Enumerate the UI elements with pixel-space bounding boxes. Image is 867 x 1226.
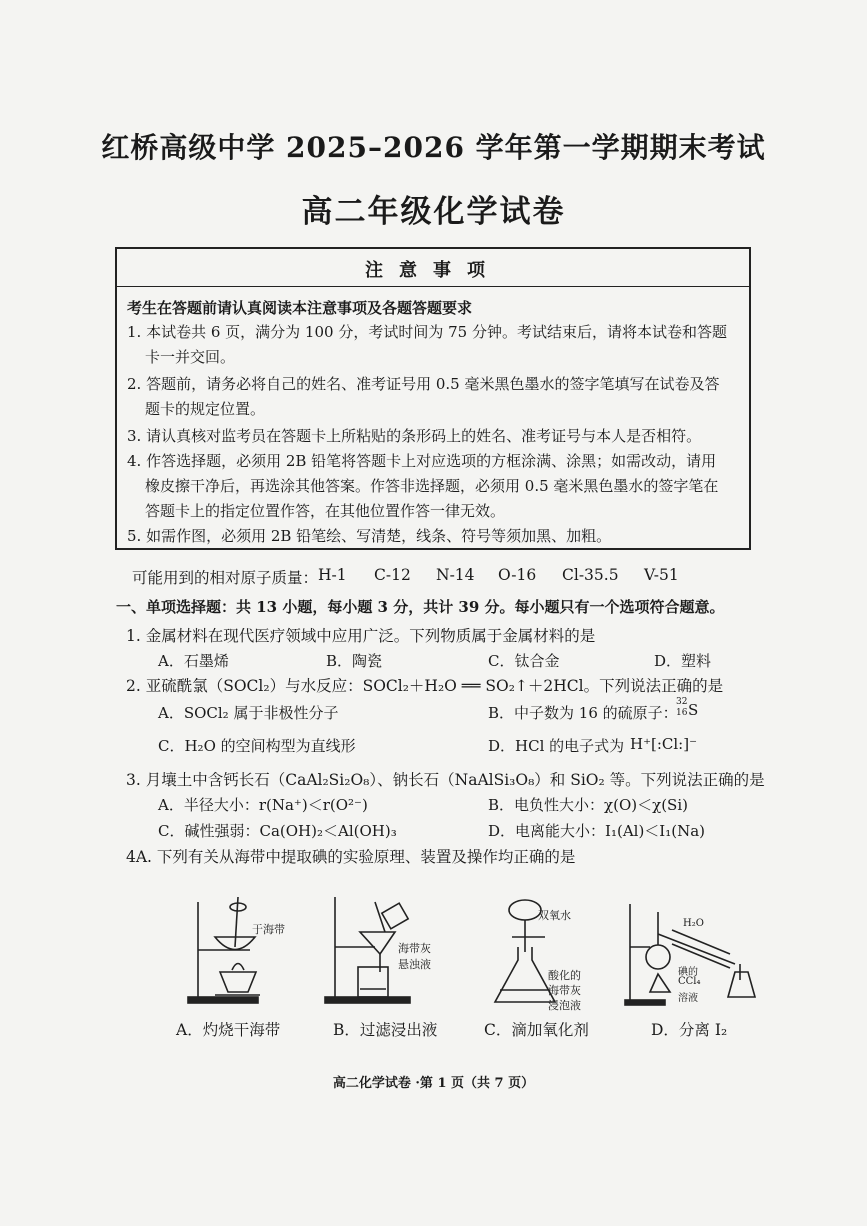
question-2-option-d: D．HCl 的电子式为 [488,737,625,755]
notice-line: 3. 请认真核对监考员在答题卡上所粘贴的条形码上的姓名、准考证号与本人是否相符。 [127,427,702,445]
notice-box [115,247,751,550]
figure-b-caption: B．过滤浸出液 [333,1021,438,1039]
notice-heading: 注意事项 [365,260,501,281]
notice-line: 1. 本试卷共 6 页，满分为 100 分，考试时间为 75 分钟。考试结束后，请将本试卷和答题 [127,323,727,341]
exam-title: 红桥高级中学 2025–2026 学年第一学期期末考试 [101,131,766,164]
figure-b-label-2: 悬浊液 [398,958,431,971]
figure-c-label-top: 双氧水 [538,909,571,922]
notice-line: 2. 答题前，请务必将自己的姓名、准考证号用 0.5 毫米黑色墨水的签字笔填写在试卷及答 [127,375,720,393]
question-2-option-b: B．中子数为 16 的硫原子： [488,704,678,722]
question-2-option-a: A．SOCl₂ 属于非极性分子 [158,704,339,722]
figure-c-label-2: 海带灰 [548,984,581,997]
notice-intro: 考生在答题前请认真阅读本注意事项及各题答题要求 [127,299,473,317]
nuclide-symbol: S [688,701,699,719]
notice-line: 橡皮擦干净后，再选涂其他答案。作答非选择题，必须用 0.5 毫米黑色墨水的签字笔在 [145,477,719,495]
question-3-option-d: D．电离能大小：I₁(Al)＜I₁(Na) [488,822,706,840]
atomic-mass-item: Cl-35.5 [562,566,619,584]
question-1-option-d: D．塑料 [654,652,712,670]
notice-line: 卡一并交回。 [145,348,236,366]
nuclide-mass-number: 32 [676,697,688,707]
question-1-stem: 1. 金属材料在现代医疗领域中应用广泛。下列物质属于金属材料的是 [126,627,596,645]
figure-c-label-3: 浸泡液 [548,999,581,1012]
notice-line: 4. 作答选择题，必须用 2B 铅笔将答题卡上对应选项的方框涂满、涂黑；如需改动，请用 [127,452,717,470]
sulfur-nuclide [676,697,706,727]
notice-divider [117,286,749,287]
figure-d-label-1: 碘的 [678,967,698,978]
figure-c-label-1: 酸化的 [548,969,581,982]
notice-line: 题卡的规定位置。 [145,400,266,418]
atomic-mass-item: O-16 [498,566,537,584]
question-3-option-a: A．半径大小：r(Na⁺)＜r(O²⁻) [158,796,368,814]
figure-d-label-3: 溶液 [678,993,698,1004]
question-1-option-a: A．石墨烯 [158,652,229,670]
notice-line: 答题卡上的指定位置作答，在其他位置作答一律无效。 [145,502,506,520]
page-footer: 高二化学试卷 ·第 1 页（共 7 页） [332,1076,535,1091]
atomic-mass-item: N-14 [436,566,475,584]
figure-d-label-2: CCl₄ [678,976,701,987]
question-3-option-c: C．碱性强弱：Ca(OH)₂＜Al(OH)₃ [158,822,397,840]
notice-line: 5. 如需作图，必须用 2B 铅笔绘、写清楚，线条、符号等须加黑、加粗。 [127,527,612,545]
figure-d-water-label: H₂O [683,918,704,929]
question-1-option-c: C．钛合金 [488,652,560,670]
question-1-option-b: B．陶瓷 [326,652,383,670]
figure-a-caption: A．灼烧干海带 [176,1021,281,1039]
figure-c-caption: C．滴加氧化剂 [484,1021,589,1039]
atomic-mass-label: 可能用到的相对原子质量： [132,569,319,587]
question-2-option-c: C．H₂O 的空间构型为直线形 [158,737,356,755]
nuclide-atomic-number: 16 [676,708,688,718]
figure-b-label-1: 海带灰 [398,942,431,955]
atomic-mass-item: H-1 [318,566,347,584]
figure-d-caption: D．分离 I₂ [651,1021,728,1039]
exam-subtitle: 高二年级化学试卷 [301,194,566,230]
figure-a-burning-apparatus [188,897,260,1003]
figure-a-label: 于海带 [252,923,285,936]
atomic-mass-item: V-51 [644,566,679,584]
section-heading: 一、单项选择题：共 13 小题，每小题 3 分，共计 39 分。每小题只有一个选项符合题意。 [116,598,725,616]
question-3-stem: 3. 月壤土中含钙长石（CaAl₂Si₂O₈）、钠长石（NaAlSi₃O₈）和 SiO₂ 等。下列说法正确的是 [126,771,765,789]
question-4-stem: 4A. 下列有关从海带中提取碘的实验原理、装置及操作均正确的是 [126,848,576,866]
question-2-stem: 2. 亚硫酰氯（SOCl₂）与水反应：SOCl₂＋H₂O ══ SO₂↑＋2HCl。下列说法正确的是 [126,677,724,695]
question-3-option-b: B．电负性大小：χ(O)＜χ(Si) [488,796,688,814]
hcl-electron-formula: H⁺[:Cl:]⁻ [630,735,698,753]
atomic-mass-item: C-12 [374,566,411,584]
